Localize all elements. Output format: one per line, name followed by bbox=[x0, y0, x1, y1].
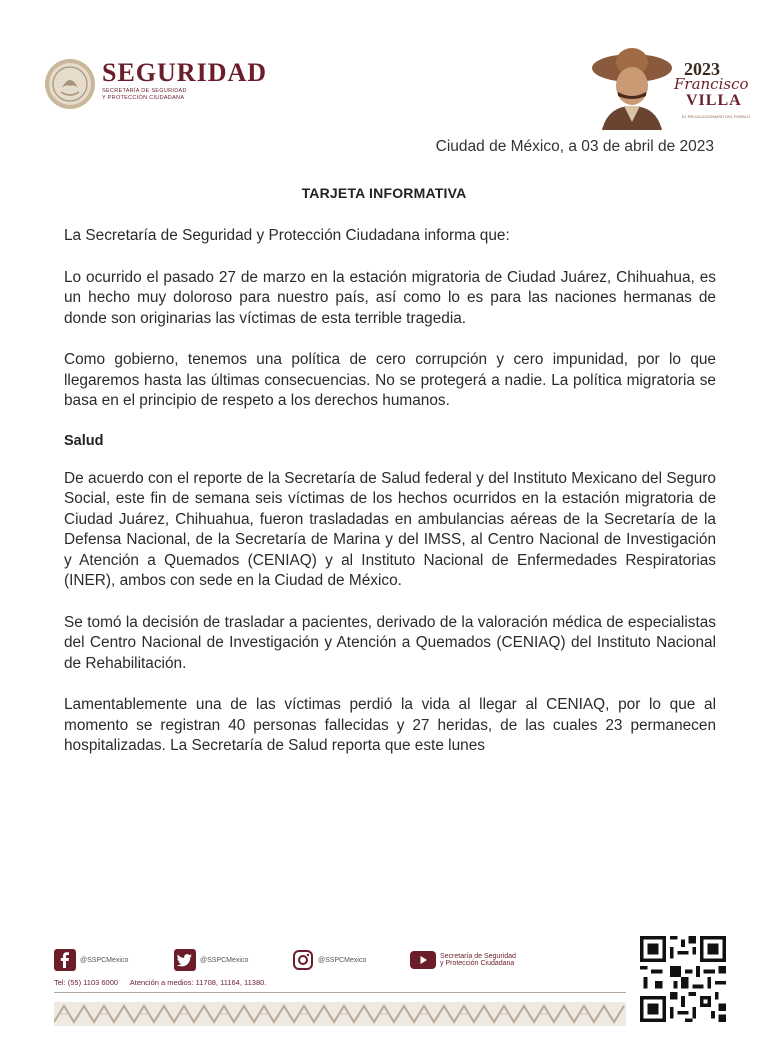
villa-tagline: EL REVOLUCIONARIO DEL PUEBLO bbox=[682, 114, 751, 119]
paragraph-2: Como gobierno, tenemos una política de cero corrupción y cero impunidad, por lo que llegaremos hasta las últimas consecuencias. No se protegerá a nadie. La política migratoria se basa en el principio de respeto a los derechos humanos. bbox=[64, 351, 716, 409]
youtube-link[interactable] bbox=[410, 946, 516, 974]
media-attention-numbers: Atención a medios: 11708, 11164, 11380. bbox=[129, 978, 267, 987]
youtube-icon bbox=[410, 951, 436, 969]
twitter-handle: @SSPCMexico bbox=[200, 956, 249, 964]
qr-code-icon[interactable] bbox=[636, 932, 730, 1026]
decorative-pattern-band bbox=[54, 1002, 626, 1026]
paragraph-5: Lamentablemente una de las víctimas perdió la vida al llegar al CENIAQ, por lo que al momento se registran 40 personas fallecidas y 27 heridas, de las cuales 23 permanecen hospitalizadas. La Secretaría de Salud reporta que este lunes bbox=[64, 696, 716, 754]
villa-name-last: VILLA bbox=[686, 92, 742, 109]
section-heading-salud: Salud bbox=[64, 432, 104, 449]
intro-paragraph: La Secretaría de Seguridad y Protección Ciudadana informa que: bbox=[64, 227, 510, 244]
footer-divider bbox=[54, 992, 626, 993]
brand-subtitle-line2: Y PROTECCIÓN CIUDADANA bbox=[102, 95, 185, 101]
coat-of-arms-seal-icon bbox=[44, 58, 96, 110]
paragraph-4: Se tomó la decisión de trasladar a pacientes, derivado de la valoración médica de especialistas del Centro Nacional de Investigación y Atención a Quemados (CENIAQ) del Instituto Nacional de Rehabilitación. bbox=[64, 613, 716, 672]
social-links bbox=[54, 946, 584, 974]
youtube-channel bbox=[440, 953, 516, 967]
francisco-villa-logo bbox=[588, 40, 758, 130]
facebook-handle: @SSPCMexico bbox=[80, 956, 129, 964]
letterhead-footer bbox=[0, 920, 768, 1056]
instagram-icon bbox=[292, 949, 314, 971]
villa-name-first: Francisco bbox=[674, 75, 749, 93]
villa-year: 2023 bbox=[684, 59, 720, 79]
contact-info bbox=[54, 978, 276, 987]
villa-portrait-icon bbox=[588, 40, 678, 130]
paragraph-1: Lo ocurrido el pasado 27 de marzo en la estación migratoria de Ciudad Juárez, Chihuahua, es un hecho muy doloroso para nuestro país, así como lo es para las naciones hermanas de donde son originarias las víctimas de esta terrible tragedia. bbox=[64, 268, 716, 327]
instagram-link[interactable] bbox=[292, 946, 366, 974]
phone-number: Tel: (55) 1103 6000 bbox=[54, 978, 119, 987]
letterhead bbox=[0, 0, 768, 130]
brand-subtitle-line1: SECRETARÍA DE SEGURIDAD bbox=[102, 88, 187, 94]
brand-title: SEGURIDAD bbox=[102, 58, 268, 87]
facebook-icon bbox=[54, 949, 76, 971]
paragraph-3: De acuerdo con el reporte de la Secretaría de Salud federal y del Instituto Mexicano del Seguro Social, este fin de semana seis víctimas de los hechos ocurridos en la estación migratoria de Ciudad Juárez, Chihuahua, fueron trasladadas en ambulancias aéreas de la Secretaría de la Defensa Nacional, de la Secretaría de Marina y del IMSS, al Centro Nacional de Investigación y Atención a Quemados (CENIAQ) y al Instituto Nacional de Enfermedades Respiratorias (INER), ambos con sede en la Ciudad de México. bbox=[64, 469, 716, 589]
twitter-link[interactable] bbox=[174, 946, 248, 974]
document-body bbox=[64, 226, 716, 778]
document-title: TARJETA INFORMATIVA bbox=[301, 185, 467, 201]
youtube-channel-line2: y Protección Ciudadana bbox=[440, 960, 515, 967]
brand-block bbox=[102, 58, 267, 102]
youtube-channel-line1: Secretaría de Seguridad bbox=[440, 953, 516, 960]
facebook-link[interactable] bbox=[54, 946, 128, 974]
document-date: Ciudad de México, a 03 de abril de 2023 bbox=[435, 138, 714, 155]
twitter-icon bbox=[174, 949, 196, 971]
instagram-handle: @SSPCMexico bbox=[318, 956, 367, 964]
